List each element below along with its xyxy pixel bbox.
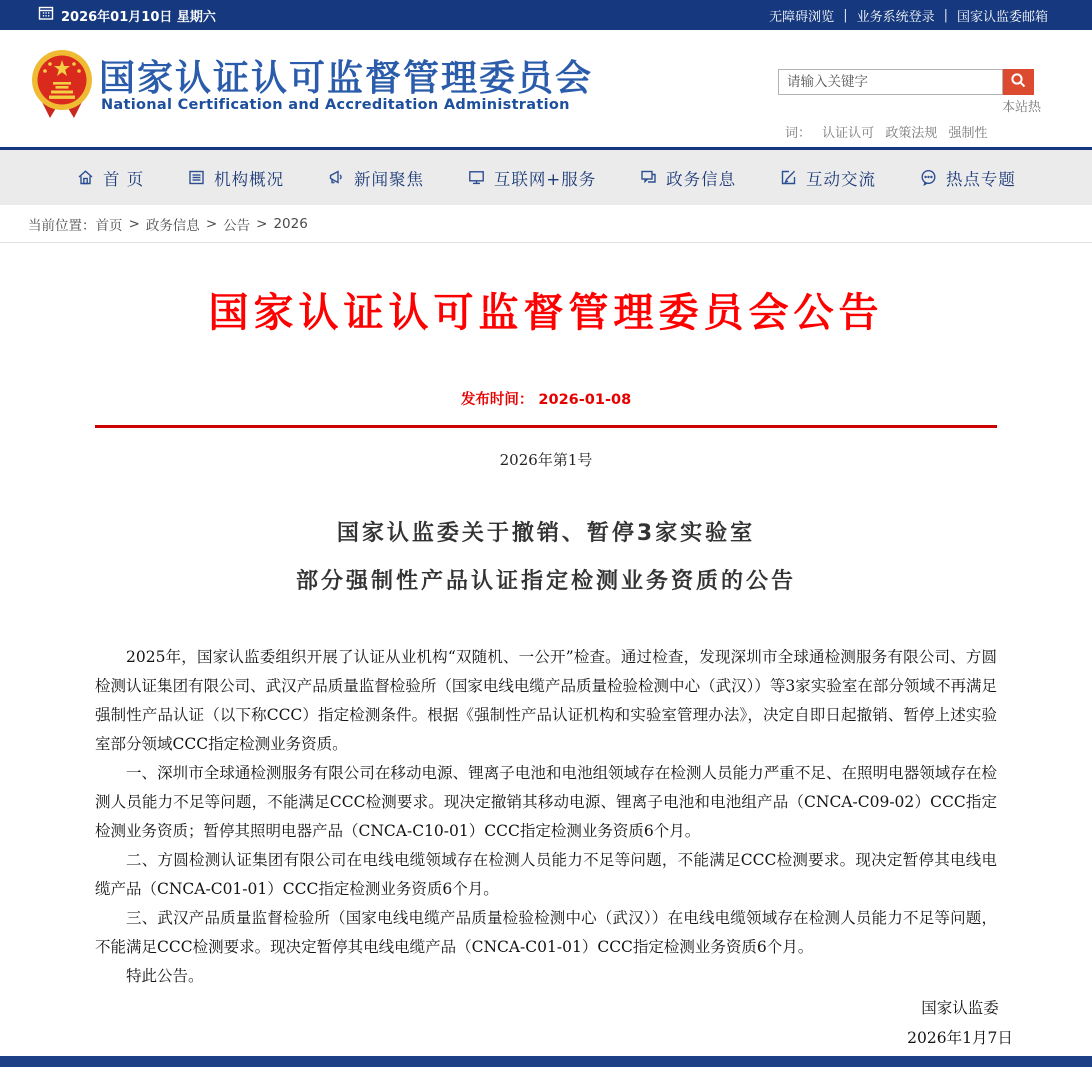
breadcrumb (0, 205, 1092, 243)
home-icon (76, 168, 95, 187)
site-title-english: National Certification and Accreditation Administration (101, 97, 570, 113)
breadcrumb-separator: > (256, 215, 268, 232)
body-paragraph: 二、方圆检测认证集团有限公司在电线电缆领域存在检测人员能力不足等问题，不能满足CCC检测要求。现决定暂停其电线电缆产品（CNCA-C01-01）CCC指定检测业务资质6个月。 (95, 851, 997, 898)
search-button[interactable] (1003, 69, 1034, 95)
site-title-chinese: 国家认证认可监督管理委员会 (99, 58, 594, 99)
article-content (95, 290, 1013, 1053)
hotword-link[interactable]: 认证认可 (822, 126, 875, 141)
current-date: 2026年01月10日 星期六 (61, 9, 216, 25)
nav-item-organization[interactable] (187, 166, 284, 190)
current-date-area (38, 5, 216, 25)
nav-label: 新闻聚焦 (354, 169, 425, 189)
breadcrumb-label: 当前位置： (28, 217, 96, 234)
announcement-body (95, 643, 997, 991)
nav-item-internet-services[interactable] (467, 166, 596, 190)
top-link-separator: | (843, 7, 848, 23)
top-links (769, 6, 1048, 25)
nav-label: 首 页 (103, 169, 145, 189)
accessibility-link[interactable]: 无障碍浏览 (769, 9, 835, 25)
top-utility-bar (0, 0, 1092, 30)
site-header (0, 30, 1092, 147)
announcement-title: 国家认证认可监督管理委员会公告 (208, 290, 884, 336)
breadcrumb-link-home[interactable]: 首页 (95, 217, 123, 234)
article-area (0, 243, 1092, 1056)
body-paragraph: 特此公告。 (126, 967, 204, 985)
hotword-link[interactable]: 政策法规 (885, 126, 938, 141)
search-input[interactable] (778, 69, 1003, 95)
speech-cards-icon (639, 168, 658, 187)
signature-org: 国家认监委 (921, 999, 999, 1017)
page-footer (0, 1056, 1092, 1074)
chat-dots-icon (919, 168, 938, 187)
breadcrumb-link-gov-info[interactable]: 政务信息 (145, 217, 200, 234)
main-navigation (0, 147, 1092, 205)
hotwords-label-part1: 本站热 (1002, 100, 1042, 115)
document-list-icon (187, 168, 206, 187)
publish-date-value: 2026-01-08 (538, 392, 632, 408)
nav-label: 机构概况 (214, 169, 285, 189)
nav-item-hot-topics[interactable] (919, 166, 1016, 190)
publish-date-label: 发布时间： (460, 392, 534, 408)
business-system-login-link[interactable]: 业务系统登录 (856, 9, 935, 25)
cnca-mailbox-link[interactable]: 国家认监委邮箱 (956, 9, 1048, 25)
megaphone-icon (327, 168, 346, 187)
announcement-subtitle-line2: 部分强制性产品认证指定检测业务资质的公告 (295, 569, 796, 594)
hotwords-label-part2: 词： (785, 126, 812, 141)
breadcrumb-separator: > (205, 215, 218, 232)
nav-label: 互联网+服务 (493, 169, 597, 189)
nav-item-interaction[interactable] (779, 166, 876, 190)
breadcrumb-link-announcements[interactable]: 公告 (223, 217, 251, 234)
hotword-link[interactable]: 强制性 (948, 126, 988, 141)
footer-navy-bar (0, 1056, 1092, 1067)
signature-block (860, 993, 1060, 1053)
body-paragraph: 三、武汉产品质量监督检验所（国家电线电缆产品质量检验检测中心（武汉））在电线电缆领域存在检测人员能力不足等问题，不能满足CCC检测要求。现决定暂停其电线电缆产品（CNCA-C01-01）CCC指定检测业务资质6个月。 (95, 909, 997, 956)
breadcrumb-separator: > (128, 215, 140, 232)
top-link-separator: | (943, 7, 948, 23)
nav-label: 政务信息 (666, 169, 737, 189)
signature-date: 2026年1月7日 (907, 1029, 1013, 1047)
pencil-square-icon (779, 168, 798, 187)
hotwords-row (785, 122, 987, 141)
nav-label: 互动交流 (806, 169, 877, 189)
announcement-subtitle-line1: 国家认监委关于撤销、暂停3家实验室 (336, 521, 756, 546)
body-paragraph: 2025年，国家认监委组织开展了认证从业机构“双随机、一公开”检查。通过检查，发现深圳市全球通检测服务有限公司、方圆检测认证集团有限公司、武汉产品质量监督检验所（国家电线电缆产品质量检验检测中心（武汉））等3家实验室在部分领域不再满足强制性产品认证（以下称CCC）指定检测条件。根据《强制性产品认证机构和实验室管理办法》，决定自即日起撤销、暂停上述实验室部分领域CCC指定检测业务资质。 (95, 648, 997, 753)
nav-item-news[interactable] (327, 166, 424, 190)
publish-date-line (95, 393, 997, 408)
body-paragraph: 一、深圳市全球通检测服务有限公司在移动电源、锂离子电池和电池组领域存在检测人员能力严重不足、在照明电器领域存在检测人员能力不足等问题，不能满足CCC检测要求。现决定撤销其移动电源、锂离子电池和电池组产品（CNCA-C09-02）CCC指定检测业务资质；暂停其照明电器产品（CNCA-C10-01）CCC指定检测业务资质6个月。 (95, 764, 997, 840)
red-divider-line (95, 425, 997, 428)
issue-number: 2026年第1号 (499, 451, 593, 469)
calendar-icon (38, 5, 54, 25)
nav-label: 热点专题 (945, 169, 1016, 189)
breadcrumb-link-2026[interactable]: 2026 (273, 215, 308, 232)
monitor-icon (467, 168, 486, 187)
nav-item-home[interactable] (76, 166, 144, 190)
search-icon (1010, 72, 1027, 92)
nav-item-government-info[interactable] (639, 166, 736, 190)
national-emblem-logo (30, 46, 94, 122)
